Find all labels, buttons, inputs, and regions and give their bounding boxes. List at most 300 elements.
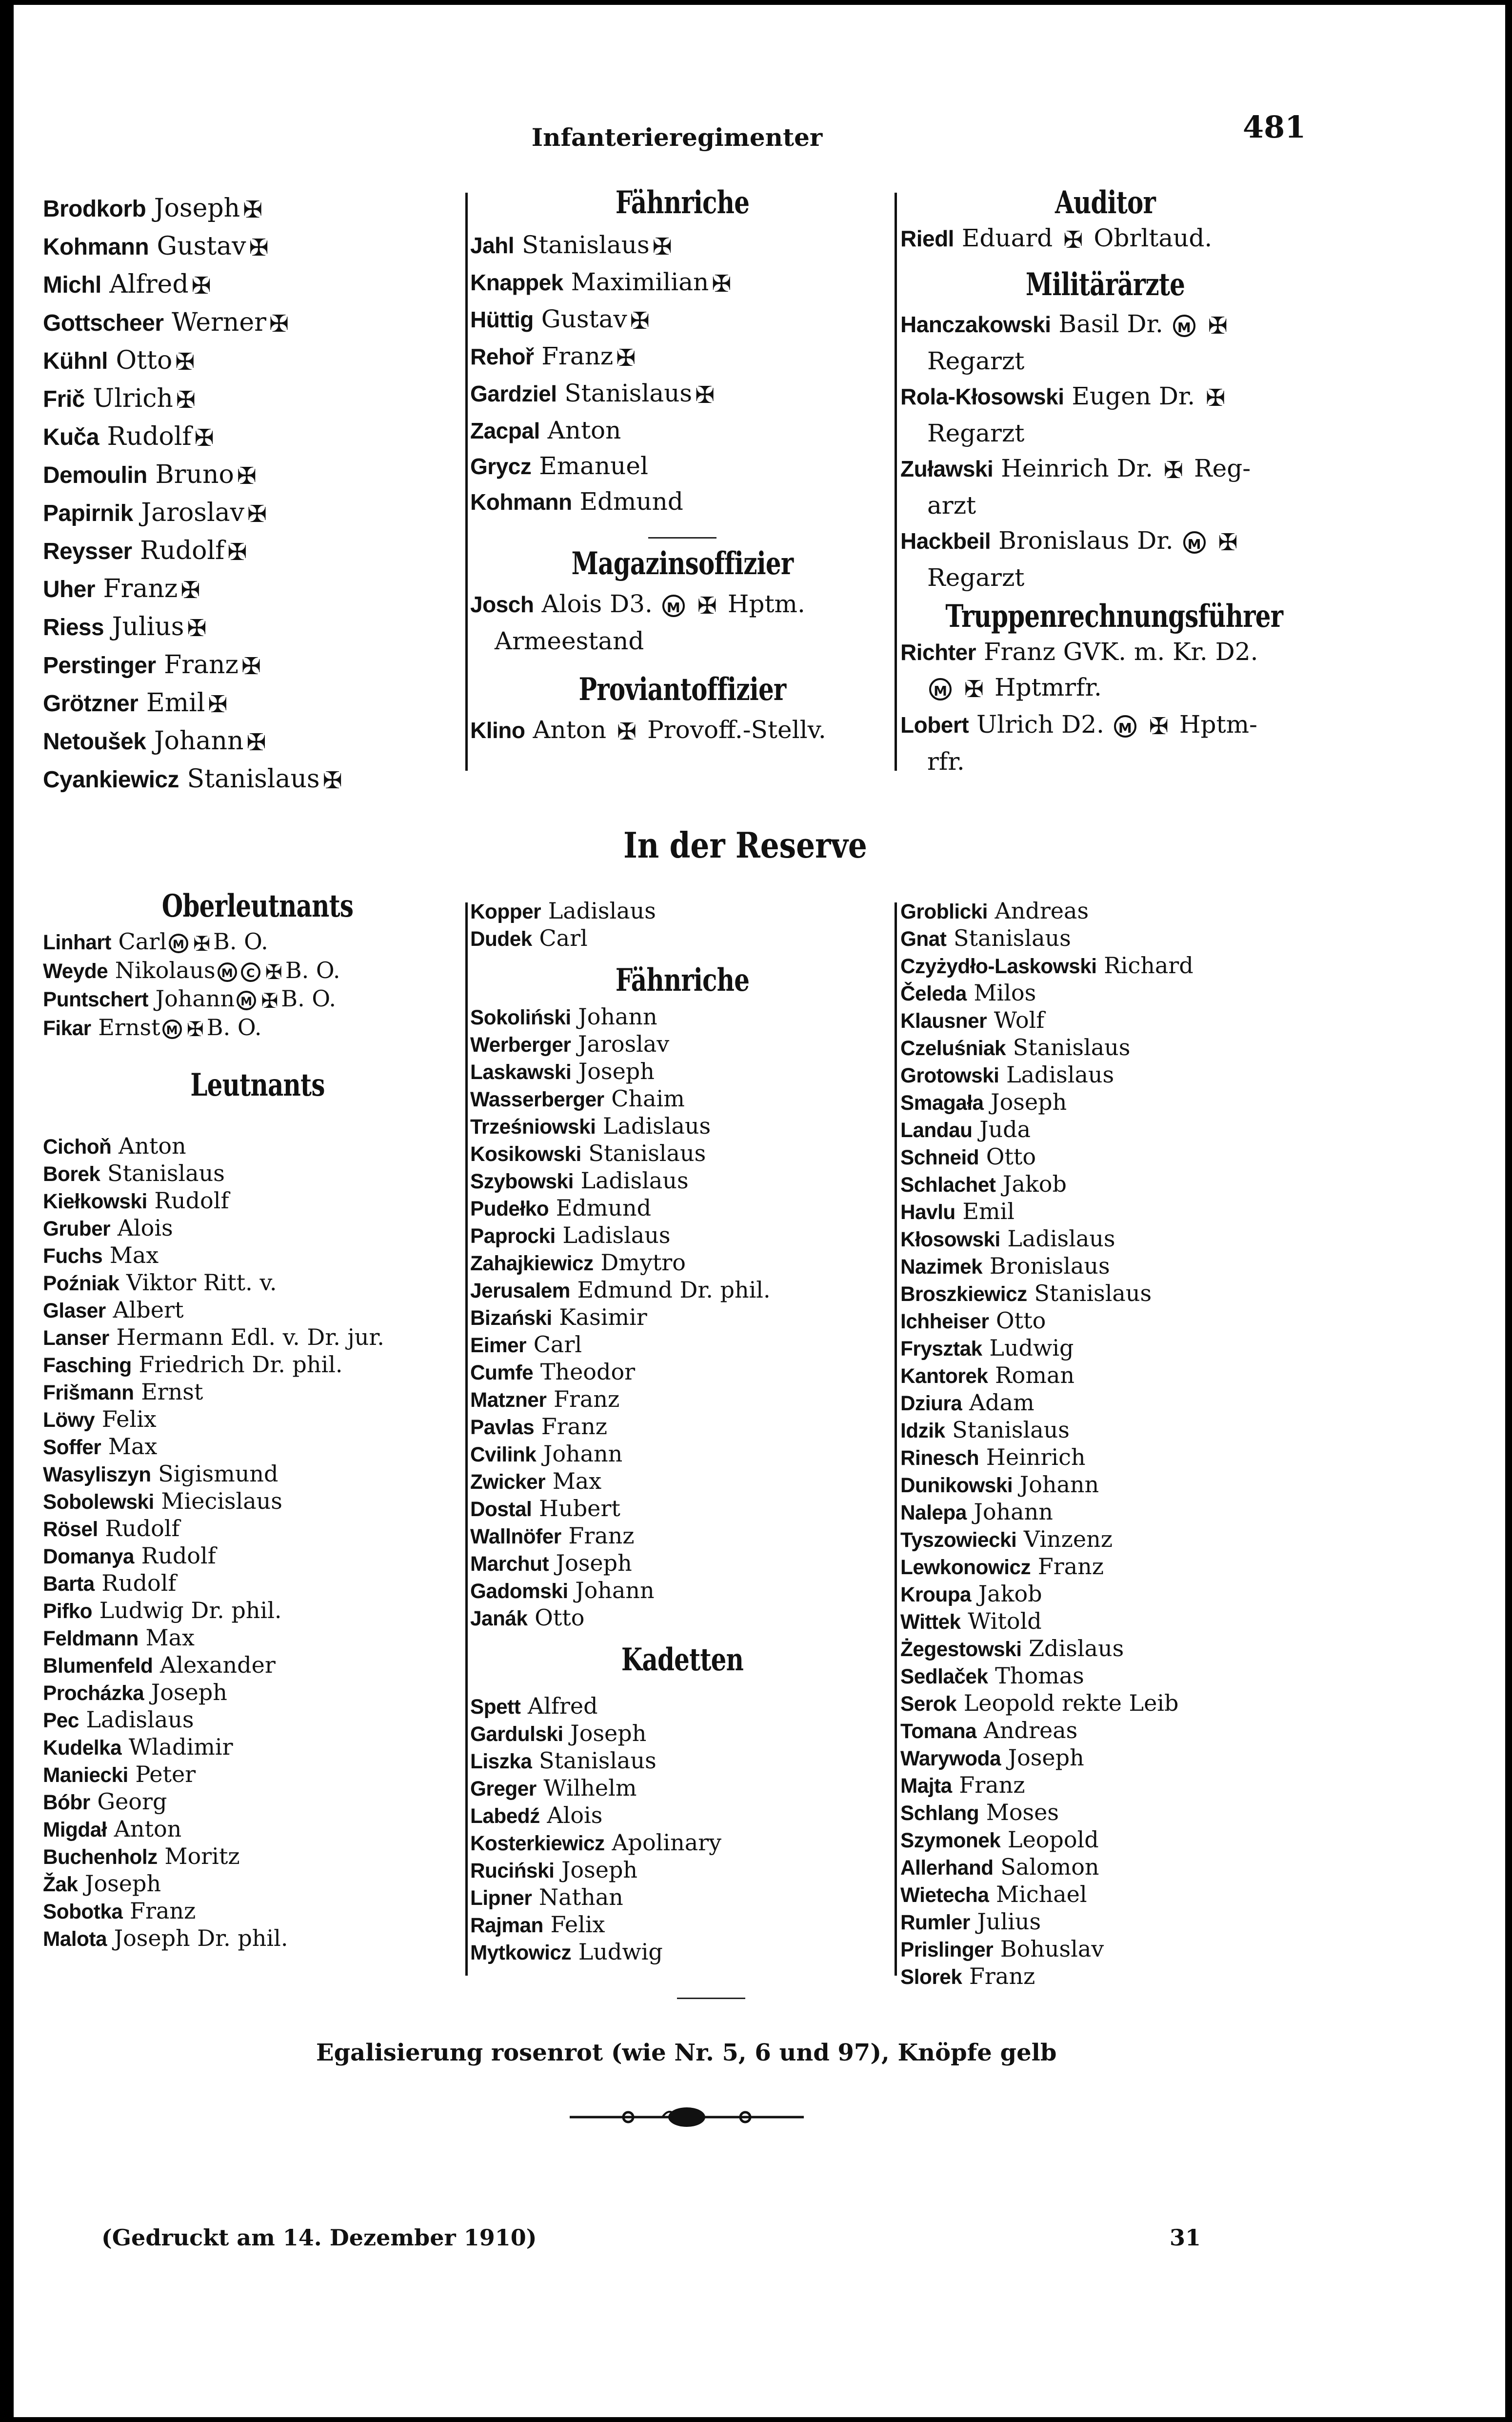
list-item (470, 1386, 895, 1413)
list-item (900, 1717, 1325, 1744)
surname: Brodkorb (43, 196, 146, 222)
surname: Borek (43, 1162, 100, 1185)
given-name: Ludwig (571, 1939, 663, 1965)
lower-left-column (43, 888, 472, 1952)
surname: Soffer (43, 1436, 101, 1459)
given-name: Joseph (78, 1870, 161, 1897)
given-name: Milos (966, 980, 1036, 1006)
given-name: Salomon (993, 1854, 1099, 1880)
list-item (43, 266, 472, 304)
column-divider (895, 902, 897, 1976)
list-item (470, 1195, 895, 1222)
maltese-cross-icon: ✠ (241, 653, 261, 680)
surname: Czeluśniak (900, 1037, 1006, 1060)
arzt-rank: Regarzt (927, 563, 1025, 592)
surname: Rösel (43, 1518, 98, 1541)
given-name: Franz (156, 650, 239, 680)
surname: Tyszowiecki (900, 1528, 1017, 1551)
list-item (43, 1515, 472, 1542)
list-item (470, 448, 895, 484)
given-name: Rudolf (147, 1187, 229, 1214)
maltese-cross-icon: ✠ (617, 718, 637, 745)
surname: Dostal (470, 1498, 532, 1521)
list-item (900, 1280, 1325, 1307)
list-item (470, 1441, 895, 1468)
given-name: Andreas (976, 1717, 1078, 1743)
heading-faehnriche-reserve: Fähnriche (615, 962, 750, 999)
surname: Pudełko (470, 1197, 549, 1220)
surname: Fasching (43, 1354, 132, 1377)
list-item (900, 1253, 1325, 1280)
surname: Eimer (470, 1334, 527, 1357)
surname: Frišmann (43, 1381, 134, 1404)
heading-kadetten: Kadetten (621, 1641, 744, 1678)
surname: Zahajkiewicz (470, 1252, 594, 1275)
given-name: Michael (989, 1881, 1087, 1907)
given-name: Edmund (572, 487, 683, 516)
maltese-cross-icon: ✠ (265, 960, 282, 984)
given-name: Franz (122, 1898, 196, 1924)
list-item (900, 1799, 1325, 1826)
surname: Cvilink (470, 1443, 537, 1466)
maltese-cross-icon: ✠ (180, 577, 200, 604)
page-number: 481 (1243, 109, 1306, 145)
surname: Bóbr (43, 1791, 90, 1814)
given-name: Wladimir (121, 1734, 233, 1760)
surname: Grycz (470, 454, 532, 479)
surname: Knappek (470, 270, 563, 295)
list-item (43, 957, 472, 986)
list-item (900, 1225, 1325, 1253)
given-name: Alexander (153, 1652, 276, 1678)
surname: Labedź (470, 1804, 540, 1827)
given-name: Franz (1031, 1553, 1104, 1580)
list-item (900, 1307, 1325, 1335)
list-item (900, 1335, 1325, 1362)
given-name: Ulrich (84, 384, 173, 413)
given-name: Bruno (147, 460, 234, 489)
given-name: Jakob (995, 1171, 1067, 1197)
given-name: Thomas (988, 1662, 1084, 1689)
list-item (43, 985, 472, 1014)
list-item (43, 1133, 472, 1160)
given-name: Ernst (91, 1014, 160, 1041)
list-item (43, 1925, 472, 1952)
list-item (470, 413, 895, 448)
maltese-cross-icon: ✠ (697, 592, 717, 620)
given-name: Stanislaus (945, 1417, 1070, 1443)
given-name: Franz (534, 342, 614, 370)
given-name: Moritz (157, 1843, 240, 1869)
maltese-cross-icon: ✠ (237, 462, 257, 490)
list-item (470, 1113, 895, 1140)
list-item (900, 1744, 1325, 1772)
given-name: Adam (962, 1389, 1035, 1416)
given-name: Ladislaus (573, 1167, 689, 1194)
list-item (43, 1297, 472, 1324)
list-item (470, 339, 895, 376)
surname: Pavlas (470, 1416, 535, 1439)
surname: Wasyliszyn (43, 1463, 151, 1486)
list-item (470, 376, 895, 413)
surname: Nalepa (900, 1501, 967, 1524)
list-item (900, 1662, 1325, 1690)
surname: Kłosowski (900, 1228, 1000, 1251)
surname: Dudek (470, 927, 532, 950)
surname: Perstinger (43, 653, 156, 679)
list-item (43, 342, 472, 380)
surname: Szymonek (900, 1829, 1001, 1852)
surname: Rumler (900, 1911, 970, 1934)
given-name: Maximilian (563, 268, 709, 296)
surname: Jahl (470, 233, 515, 258)
heading-magazinsoffizier: Magazinsoffizier (571, 545, 794, 582)
heading-oberleutnants: Oberleutnants (161, 888, 354, 924)
surname: Migdał (43, 1818, 107, 1841)
surname: Broszkiewicz (900, 1282, 1027, 1305)
circled-m-icon: M (169, 934, 188, 953)
given-name: Stanislaus (557, 379, 693, 407)
surname: Frič (43, 386, 85, 412)
maltese-cross-icon: ✠ (964, 676, 984, 703)
given-name: Joseph (563, 1720, 647, 1746)
heading-militaeraerzte: Militärärzte (1025, 266, 1185, 303)
given-name: Jaroslav (133, 498, 244, 527)
given-name: Leopold rekte Leib (956, 1690, 1179, 1716)
surname: Czyżydło-Laskowski (900, 955, 1097, 978)
list-item (43, 1461, 472, 1488)
given-name: Alfred (520, 1693, 598, 1719)
maltese-cross-icon: ✠ (616, 344, 636, 372)
list-item (43, 1242, 472, 1269)
given-name: Anton (539, 416, 621, 444)
list-item (900, 1553, 1325, 1581)
list-item (470, 264, 895, 301)
surname: Jerusalem (470, 1279, 570, 1302)
circled-m-icon: M (1114, 715, 1136, 738)
surname: Kudelka (43, 1736, 122, 1759)
maltese-cross-icon: ✠ (695, 381, 715, 409)
given-name: Jakob (971, 1581, 1042, 1607)
decoration-text: B. O. (285, 957, 340, 983)
surname: Riess (43, 615, 104, 641)
heading-auditor: Auditor (1054, 184, 1156, 221)
maltese-cross-icon: ✠ (652, 233, 672, 260)
given-name: Kasimir (552, 1304, 647, 1330)
surname: Čeleda (900, 982, 967, 1005)
given-name: Stanislaus (100, 1160, 225, 1186)
surname: Schneid (900, 1146, 979, 1169)
given-name: Dmytro (593, 1249, 686, 1276)
surname: Bizański (470, 1306, 552, 1329)
given-name: Richard (1096, 952, 1194, 979)
list-item (43, 1542, 472, 1570)
surname: Kroupa (900, 1583, 972, 1606)
given-name: Hermann Edl. v. Dr. jur. (109, 1324, 384, 1350)
column-divider (465, 902, 468, 1976)
running-header: Infanterieregimenter (531, 123, 823, 152)
surname: Hüttig (470, 307, 534, 332)
signature-mark: 31 (1170, 2224, 1201, 2251)
list-item (43, 1160, 472, 1187)
surname: Smagała (900, 1091, 984, 1114)
list-item (470, 1331, 895, 1359)
list-item (470, 1277, 895, 1304)
rechnungsfuehrer-entry: Lobert Ulrich D2. M ✠ Hptm- (900, 707, 1310, 744)
surname: Cyankiewicz (43, 767, 179, 793)
list-item (470, 1550, 895, 1577)
list-item (900, 1881, 1325, 1908)
maltese-cross-icon: ✠ (322, 767, 342, 794)
arzt-entry: Zuławski Heinrich Dr. ✠ Reg- (900, 451, 1310, 488)
surname: Spett (470, 1695, 521, 1718)
maltese-cross-icon: ✠ (1063, 226, 1083, 254)
list-item (470, 1775, 895, 1802)
list-item (900, 1772, 1325, 1799)
given-name: Witold (960, 1608, 1042, 1634)
surname: Rajman (470, 1914, 543, 1937)
list-item (43, 1351, 472, 1379)
list-item (900, 1143, 1325, 1171)
given-name: Ladislaus (555, 1222, 671, 1248)
surname: Sobolewski (43, 1490, 154, 1513)
list-item (900, 1471, 1325, 1499)
surname: Lipner (470, 1886, 532, 1909)
reserve-top-list (470, 898, 895, 952)
magazinsoffizier-note: Armeestand (495, 627, 644, 655)
given-name: Anton (106, 1816, 182, 1842)
list-item (900, 1444, 1325, 1471)
surname: Puntschert (43, 988, 149, 1011)
surname: Tomana (900, 1720, 977, 1742)
list-item (900, 1908, 1325, 1936)
list-item (43, 304, 472, 342)
surname: Janák (470, 1607, 528, 1630)
list-item (470, 1693, 895, 1720)
surname: Wasserberger (470, 1088, 604, 1111)
surname: Kohmann (470, 489, 572, 515)
surname: Maniecki (43, 1763, 128, 1786)
surname: Rinesch (900, 1446, 979, 1469)
arzt-entry: Rola-Kłosowski Eugen Dr. ✠ (900, 379, 1310, 416)
surname: Dziura (900, 1392, 962, 1415)
list-item (470, 1577, 895, 1604)
surname: Grotowski (900, 1064, 999, 1087)
given-name: Stanislaus (1027, 1280, 1152, 1306)
given-name: Rudolf (98, 1515, 180, 1541)
list-item (900, 1963, 1325, 1990)
surname: Kiełkowski (43, 1190, 147, 1213)
given-name: Leopold (1000, 1826, 1099, 1853)
surname: Blumenfeld (43, 1654, 153, 1677)
auditor-entry: Riedl Eduard ✠ Obrltaud. (900, 220, 1310, 258)
list-item (900, 1854, 1325, 1881)
maltese-cross-icon: ✠ (191, 272, 211, 300)
given-name: Alois (539, 1802, 603, 1828)
given-name: Johann (146, 726, 244, 756)
list-item (470, 925, 895, 952)
surname: Gruber (43, 1217, 111, 1240)
list-item (900, 1499, 1325, 1526)
list-item (43, 1433, 472, 1461)
arzt-rank: arzt (927, 491, 976, 520)
given-name: Carl (111, 928, 167, 955)
given-name: Ladislaus (1000, 1225, 1115, 1252)
surname: Paprocki (470, 1224, 556, 1247)
rechnungsfuehrer-rank: rfr. (927, 747, 965, 776)
given-name: Jaroslav (571, 1031, 670, 1057)
list-item (470, 1802, 895, 1829)
surname: Feldmann (43, 1627, 139, 1650)
given-name: Carl (526, 1331, 582, 1358)
surname: Schlachet (900, 1173, 996, 1196)
surname: Liszka (470, 1750, 532, 1773)
surname: Żegestowski (900, 1638, 1022, 1661)
list-item (470, 1468, 895, 1495)
given-name: Theodor (533, 1359, 636, 1385)
section-rule (677, 1998, 745, 1999)
list-item (43, 495, 472, 533)
surname: Wittek (900, 1610, 961, 1633)
list-item (900, 1362, 1325, 1389)
given-name: Rudolf (134, 1542, 216, 1569)
given-name: Nathan (532, 1884, 623, 1910)
faehnriche-list (470, 227, 895, 520)
given-name: Gustav (533, 305, 627, 333)
surname: Rehoř (470, 344, 534, 369)
list-item (470, 1413, 895, 1441)
surname: Sobotka (43, 1900, 123, 1923)
surname: Linhart (43, 931, 111, 954)
given-name: Otto (979, 1143, 1036, 1170)
circled-m-icon: M (929, 678, 952, 701)
given-name: Franz (534, 1413, 607, 1440)
list-item (470, 1720, 895, 1747)
given-name: Johann (536, 1441, 623, 1467)
surname: Fikar (43, 1016, 91, 1040)
given-name: Joseph (554, 1857, 638, 1883)
arzt-entry: Hanczakowski Basil Dr. M ✠ (900, 306, 1310, 343)
given-name: Franz (962, 1963, 1035, 1989)
surname: Kuča (43, 424, 99, 450)
given-name: Gustav (149, 232, 246, 261)
list-item (900, 1171, 1325, 1198)
surname: Serok (900, 1692, 957, 1715)
surname: Klausner (900, 1009, 987, 1032)
magazinsoffizier-entry: Josch Alois D3. M ✠ Hptm. (470, 586, 895, 623)
maltese-cross-icon: ✠ (1149, 713, 1169, 740)
list-item (470, 1140, 895, 1167)
given-name: Ladislaus (999, 1061, 1114, 1088)
section-rule (648, 537, 716, 539)
circled-c-icon: C (241, 962, 260, 982)
list-item (900, 980, 1325, 1007)
given-name: Emil (138, 688, 205, 718)
arzt-rank: Regarzt (927, 419, 1025, 447)
surname: Pifko (43, 1600, 92, 1622)
list-item (470, 1031, 895, 1058)
maltese-cross-icon: ✠ (176, 386, 196, 414)
list-item (470, 1522, 895, 1550)
given-name: Alois (110, 1215, 173, 1241)
surname: Kosikowski (470, 1142, 581, 1165)
surname: Gardulski (470, 1722, 563, 1745)
surname: Lanser (43, 1326, 109, 1349)
surname: Groblicki (900, 900, 988, 923)
given-name: Juda (972, 1116, 1031, 1142)
surname: Zacpal (470, 418, 540, 443)
list-item (470, 1249, 895, 1277)
list-item (900, 1826, 1325, 1854)
given-name: Friedrich Dr. phil. (131, 1351, 343, 1378)
print-date: (Gedruckt am 14. Dezember 1910) (101, 2224, 537, 2251)
list-item (43, 419, 472, 457)
list-item (470, 1495, 895, 1522)
list-item (470, 1829, 895, 1857)
given-name: Wolf (987, 1007, 1045, 1033)
given-name: Otto (107, 346, 173, 375)
given-name: Edmund Dr. phil. (570, 1277, 771, 1303)
surname: Michl (43, 272, 101, 298)
surname: Kühnl (43, 348, 108, 374)
given-name: Werner (163, 308, 266, 337)
given-name: Joseph (549, 1550, 632, 1576)
given-name: Bronislaus (982, 1253, 1110, 1279)
given-name: Felix (95, 1406, 157, 1432)
surname: Matzner (470, 1388, 547, 1411)
surname: Barta (43, 1572, 95, 1595)
list-item (470, 898, 895, 925)
given-name: Peter (128, 1761, 196, 1787)
lower-right-list (900, 898, 1325, 1990)
maltese-cross-icon: ✠ (194, 424, 214, 452)
maltese-cross-icon: ✠ (630, 307, 650, 335)
surname: Uher (43, 577, 95, 602)
list-item (900, 1417, 1325, 1444)
heading-leutnants: Leutnants (190, 1067, 325, 1103)
list-item (900, 1635, 1325, 1662)
given-name: Heinrich (979, 1444, 1086, 1470)
maltese-cross-icon: ✠ (227, 539, 247, 566)
list-item (470, 1167, 895, 1195)
arzt-entry: Hackbeil Bronislaus Dr. M ✠ (900, 523, 1310, 560)
rechnungsfuehrer-entry: Richter Franz GVK. m. Kr. D2. (900, 638, 1258, 666)
surname: Domanya (43, 1545, 134, 1568)
circled-m-icon: M (1183, 531, 1206, 554)
surname: Havlu (900, 1201, 955, 1223)
section-title-reserve: In der Reserve (623, 824, 867, 866)
given-name: Stanislaus (581, 1140, 706, 1166)
given-name: Max (102, 1242, 159, 1268)
surname: Greger (470, 1777, 537, 1800)
list-item (43, 533, 472, 571)
given-name: Georg (90, 1788, 167, 1815)
top-left-list (43, 190, 472, 799)
list-item (470, 1085, 895, 1113)
given-name: Ladislaus (541, 898, 656, 924)
given-name: Ludwig Dr. phil. (92, 1597, 282, 1623)
list-item (900, 1690, 1325, 1717)
heading-truppenrechnungsfuehrer: Truppenrechnungsführer (945, 598, 1283, 635)
given-name: Apolinary (604, 1829, 722, 1856)
surname: Wietecha (900, 1883, 989, 1906)
list-item (470, 1359, 895, 1386)
column-divider (895, 193, 897, 771)
given-name: Stanislaus (946, 925, 1071, 951)
list-item (900, 1198, 1325, 1225)
maltese-cross-icon: ✠ (243, 196, 263, 223)
given-name: Nikolaus (108, 957, 216, 983)
